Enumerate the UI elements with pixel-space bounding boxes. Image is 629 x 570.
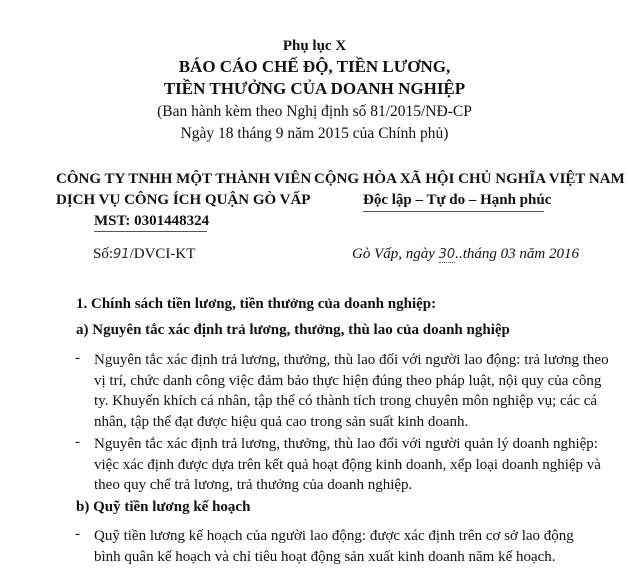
date-month: 03	[500, 246, 516, 262]
appendix-label: Phụ lục X	[282, 38, 347, 54]
tax-id-underline	[94, 231, 207, 232]
bullet-dash: -	[75, 350, 80, 366]
date-year: 2016	[548, 246, 579, 262]
para-line: vị trí, chức danh công việc đảm bảo thực hiện đúng theo pháp luật, nội quy của công	[94, 372, 602, 389]
section-a-paragraph-1	[94, 350, 624, 432]
company-tax-id: MST: 0301448324	[94, 213, 210, 229]
para-line: theo quy chế trả lương, trả thưởng của doanh nghiệp.	[94, 477, 413, 493]
report-title-line2: TIỀN THƯỞNG CỦA DOANH NGHIỆP	[163, 79, 466, 98]
para-line: Quỹ tiền lương kế hoạch của người lao động: được xác định trên cơ sở lao động	[94, 528, 574, 544]
date-line	[352, 246, 579, 263]
motto-underline	[363, 211, 544, 212]
date-dots: ..	[455, 246, 463, 262]
section-a-heading: a) Nguyên tắc xác định trả lương, thưởng, thù lao của doanh nghiệp	[76, 322, 510, 338]
para-line: nhân, tập thể đạt được hiệu quả cao trong sản suất kinh doanh.	[94, 413, 469, 430]
report-title-line1: BÁO CÁO CHẾ ĐỘ, TIỀN LƯƠNG,	[178, 57, 451, 76]
para-line: việc xác định được dựa trên kết quả hoạt động kinh doanh, xếp loại doanh nghiệp và	[94, 456, 601, 473]
section-b-paragraph-1	[94, 526, 624, 567]
ref-prefix: Số:	[93, 246, 114, 262]
date-year-label: năm	[519, 246, 546, 262]
republic-name: CỘNG HÒA XÃ HỘI CHỦ NGHĨA VIỆT NAM	[314, 171, 625, 187]
company-name-line2: DỊCH VỤ CÔNG ÍCH QUẬN GÒ VẤP	[56, 192, 311, 208]
bullet-dash: -	[75, 526, 80, 542]
republic-motto: Độc lập – Tự do – Hạnh phúc	[363, 192, 552, 208]
date-place: Gò Vấp, ngày	[352, 246, 435, 262]
ref-number-handwritten: 91	[113, 247, 130, 262]
section-b-heading: b) Quỹ tiền lương kế hoạch	[76, 499, 251, 515]
section-a-paragraph-2	[94, 434, 624, 496]
date-day-handwritten: 30	[438, 247, 456, 262]
para-line: bình quân kế hoạch và chỉ tiêu hoạt động sản xuất kinh doanh năm kế hoạch.	[94, 548, 556, 565]
bullet-dash: -	[75, 434, 80, 450]
reference-number	[93, 246, 195, 263]
para-line: ty. Khuyến khích cá nhân, tập thể có thành tích trong chuyên môn nghiệp vụ; các cá	[94, 393, 598, 409]
decree-line2: Ngày 18 tháng 9 năm 2015 của Chính phủ)	[180, 125, 449, 142]
decree-line1: (Ban hành kèm theo Nghị định số 81/2015/NĐ-CP	[157, 103, 472, 120]
para-line: Nguyên tắc xác định trả lương, thưởng, thù lao đối với người quản lý doanh nghiệp:	[94, 436, 598, 452]
company-name-line1: CÔNG TY TNHH MỘT THÀNH VIÊN	[56, 171, 312, 187]
ref-suffix: /DVCI-KT	[129, 246, 196, 262]
date-month-label: tháng	[462, 246, 497, 262]
para-line: Nguyên tắc xác định trả lương, thưởng, thù lao đối với người lao động: trả lương theo	[94, 352, 609, 368]
section-1-heading: 1. Chính sách tiền lương, tiền thưởng của doanh nghiệp:	[76, 296, 437, 312]
